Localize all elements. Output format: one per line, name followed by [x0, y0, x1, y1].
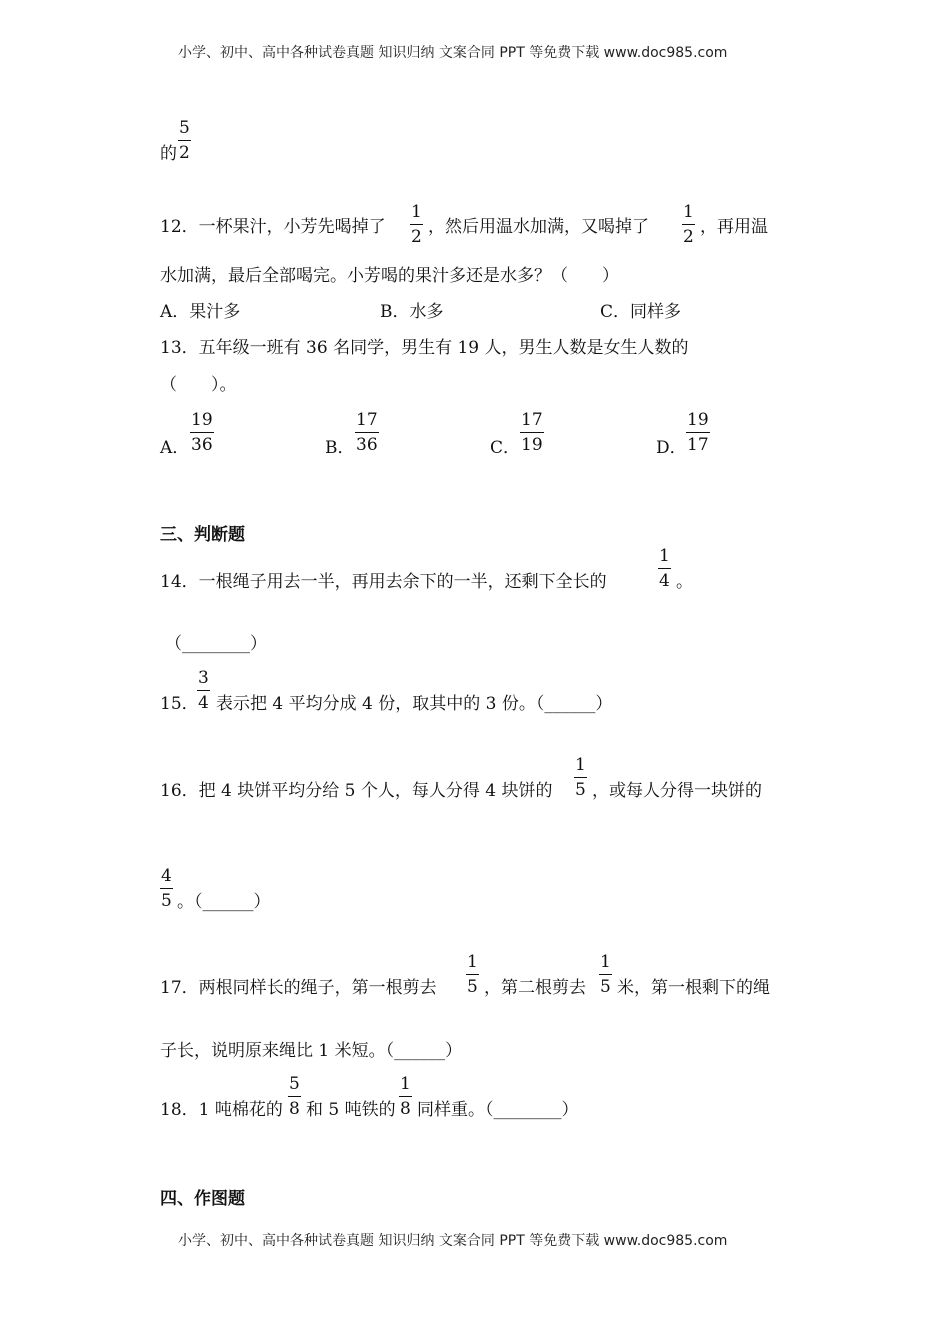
option-b-label: B． [325, 438, 355, 458]
question-text: 的 [160, 144, 177, 164]
question-text: ，再用温 [700, 217, 768, 237]
option-c-fraction: 17 19 [521, 410, 543, 455]
page-footer: 小学、初中、高中各种试卷真题 知识归纳 文案合同 PPT 等免费下载 www.doc985.com [178, 1233, 728, 1249]
question-text: 。 [676, 572, 693, 592]
option-c: C．同样多 [600, 302, 682, 322]
question-text: 。（______） [177, 892, 271, 912]
option-d-fraction: 19 17 [687, 410, 709, 455]
fraction: 1 2 [411, 202, 422, 247]
question-text: 16．把 4 块饼平均分给 5 个人，每人分得 4 块饼的 [160, 781, 553, 801]
fraction: 4 5 [161, 866, 172, 911]
question-text: ，第二根剪去 [484, 978, 586, 998]
question-text: 12．一杯果汁，小芳先喝掉了 [160, 217, 386, 237]
question-label: 15． [160, 694, 199, 714]
fraction: 1 2 [683, 202, 694, 247]
option-c-label: C． [490, 438, 521, 458]
fraction: 5 2 [179, 118, 190, 163]
fraction: 5 8 [289, 1074, 300, 1119]
fraction: 3 4 [198, 668, 209, 713]
option-d-label: D． [656, 438, 687, 458]
option-b-fraction: 17 36 [356, 410, 378, 455]
option-a-label: A． [160, 438, 190, 458]
option-a-fraction: 19 36 [191, 410, 213, 455]
fraction: 1 8 [400, 1074, 411, 1119]
question-text: 17．两根同样长的绳子，第一根剪去 [160, 978, 437, 998]
section-title: 四、作图题 [160, 1189, 245, 1209]
option-b: B．水多 [380, 302, 444, 322]
page-header: 小学、初中、高中各种试卷真题 知识归纳 文案合同 PPT 等免费下载 www.doc985.com [178, 45, 728, 61]
fraction: 1 4 [659, 546, 670, 591]
fraction: 1 5 [600, 952, 611, 997]
question-text: 子长，说明原来绳比 1 米短。（______） [160, 1041, 463, 1061]
question-text: 14．一根绳子用去一半，再用去余下的一半，还剩下全长的 [160, 572, 607, 592]
question-text: 13．五年级一班有 36 名同学，男生有 19 人，男生人数是女生人数的 [160, 338, 689, 358]
option-a: A．果汁多 [160, 302, 241, 322]
answer-blank: （________） [165, 634, 267, 654]
question-text: （ ）。 [160, 375, 237, 395]
question-text: ，然后用温水加满，又喝掉了 [428, 217, 649, 237]
question-text: 同样重。（________） [417, 1100, 579, 1120]
question-text: 水加满，最后全部喝完。小芳喝的果汁多还是水多？（ ） [160, 266, 619, 286]
fraction: 1 5 [575, 755, 586, 800]
question-text: ，或每人分得一块饼的 [592, 781, 762, 801]
question-text: 表示把 4 平均分成 4 份，取其中的 3 份。（______） [216, 694, 613, 714]
fraction: 1 5 [467, 952, 478, 997]
question-text: 米，第一根剩下的绳 [617, 978, 770, 998]
question-text: 18．1 吨棉花的 [160, 1100, 283, 1120]
question-text: 和 5 吨铁的 [306, 1100, 396, 1120]
section-title: 三、判断题 [160, 525, 245, 545]
